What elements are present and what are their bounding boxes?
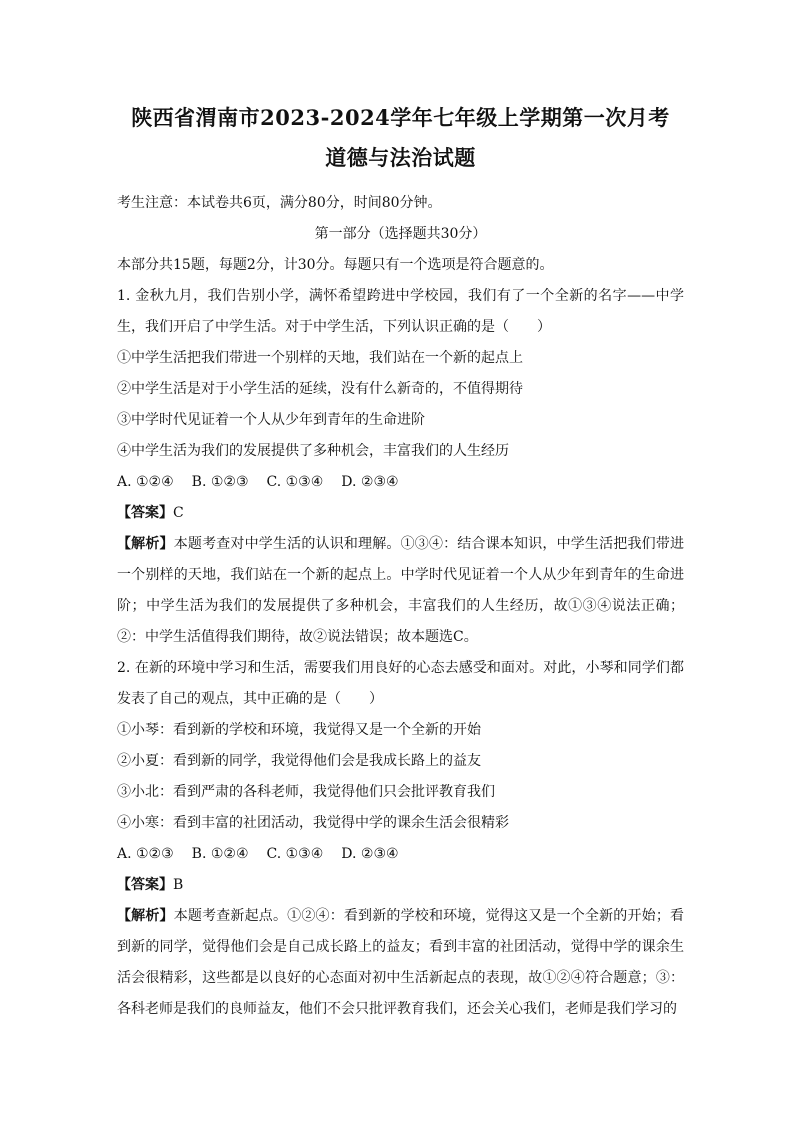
statement-item: ③小北：看到严肃的各科老师，我觉得他们只会批评教育我们: [117, 784, 495, 800]
answer-line: [117, 498, 684, 529]
option-c: C. ①③④: [266, 474, 324, 490]
part1-instruction: 本部分共15题，每题2分，计30分。每题只有一个选项是符合题意的。: [117, 257, 554, 273]
analysis-tag: 【解析】: [117, 908, 174, 924]
answer-value: C: [173, 505, 184, 521]
page-title: 陕西省渭南市2023-2024学年七年级上学期第一次月考: [131, 105, 670, 130]
option-b: B. ①②③: [191, 474, 249, 490]
option-d: D. ②③④: [341, 846, 399, 862]
statement-item: ④小寒：看到丰富的社团活动，我觉得中学的课余生活会很精彩: [117, 815, 509, 831]
answer-value: B: [173, 877, 184, 893]
option-c: C. ①③④: [266, 846, 324, 862]
analysis-line: [117, 529, 684, 653]
answer-tag: 【答案】: [117, 505, 173, 521]
statement-item: ②中学生活是对于小学生活的延续，没有什么新奇的，不值得期待: [117, 381, 523, 397]
analysis-text: 本题考查对中学生活的认识和理解。①③④：结合课本知识，中学生活把我们带进一个别样的天地，我们站在一个新的起点上。中学时代见证着一个人从少年到青年的生命进阶；中学生活为我们的发展提供了多种机会，丰富我们的人生经历，故①③④说法正确；②：中学生活值得我们期待，故②说法错误；故本题选C。: [117, 536, 684, 645]
question-2: [117, 653, 684, 1025]
answer-options: [117, 467, 684, 498]
analysis-tag: 【解析】: [117, 536, 174, 552]
question-stem: 2. 在新的环境中学习和生活，需要我们用良好的心态去感受和面对。对此，小琴和同学们都发表了自己的观点，其中正确的是（ ）: [117, 660, 684, 707]
statement-item: ④中学生活为我们的发展提供了多种机会，丰富我们的人生经历: [117, 443, 509, 459]
statement-item: ②小夏：看到新的同学，我觉得他们会是我成长路上的益友: [117, 753, 481, 769]
page-subtitle: 道德与法治试题: [325, 145, 476, 170]
statement-item: ③中学时代见证着一个人从少年到青年的生命进阶: [117, 412, 425, 428]
answer-tag: 【答案】: [117, 877, 173, 893]
exam-notice: 考生注意：本试卷共6页，满分80分，时间80分钟。: [117, 195, 442, 211]
statement-item: ①中学生活把我们带进一个别样的天地，我们站在一个新的起点上: [117, 350, 523, 366]
option-a: A. ①②③: [117, 846, 174, 862]
statement-item: ①小琴：看到新的学校和环境，我觉得又是一个全新的开始: [117, 722, 481, 738]
option-d: D. ②③④: [341, 474, 399, 490]
question-1: [117, 281, 684, 653]
analysis-line: [117, 901, 684, 1025]
analysis-text: 本题考查新起点。①②④：看到新的学校和环境，觉得这又是一个全新的开始；看到新的同学，觉得他们会是自己成长路上的益友；看到丰富的社团活动，觉得中学的课余生活会很精彩，这些都是以良好的心态面对初中生活新起点的表现，故①②④符合题意；③：各科老师是我们的良师益友，他们不会只批评教育我们，还会关心我们，老师是我们学习的: [117, 908, 684, 1017]
option-b: B. ①②④: [191, 846, 249, 862]
question-stem: 1. 金秋九月，我们告别小学，满怀希望跨进中学校园，我们有了一个全新的名字——中学生，我们开启了中学生活。对于中学生活，下列认识正确的是（ ）: [117, 288, 684, 335]
answer-options: [117, 839, 684, 870]
answer-line: [117, 870, 684, 901]
option-a: A. ①②④: [117, 474, 174, 490]
part1-heading: 第一部分（选择题共30分）: [314, 226, 487, 242]
